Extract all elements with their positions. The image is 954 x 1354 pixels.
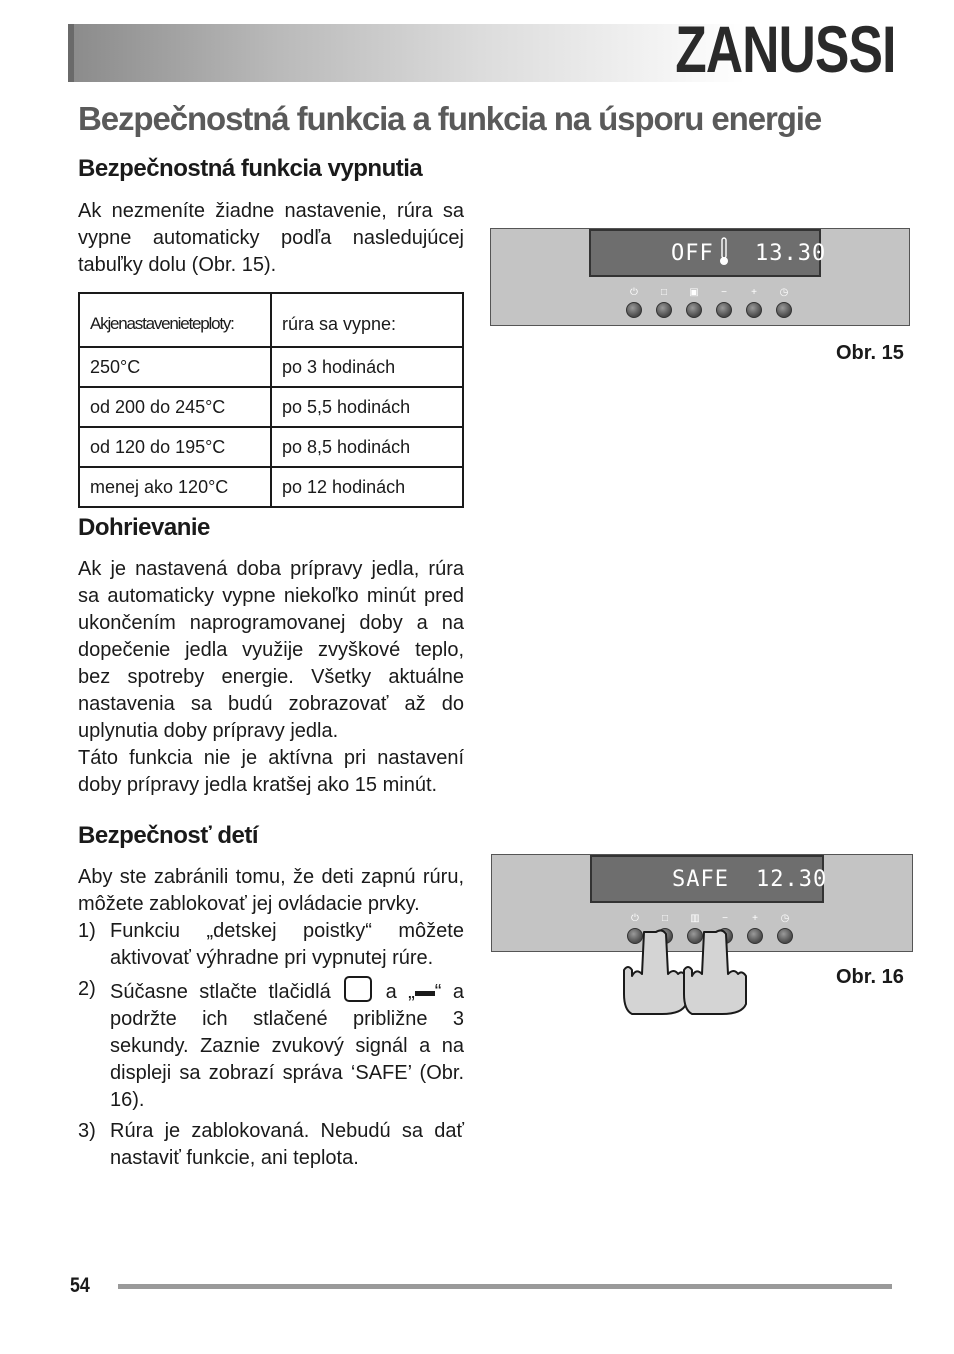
power-icon: ⏻ — [631, 913, 639, 924]
function-icon: ▣ — [689, 287, 699, 298]
table-cell: od 200 do 245°C — [79, 387, 271, 427]
table-cell: po 12 hodinách — [271, 467, 463, 507]
square-button-icon — [344, 976, 372, 1002]
list-text: a „ — [385, 981, 415, 1003]
function-icon: ▥ — [690, 913, 700, 924]
table-cell: po 3 hodinách — [271, 347, 463, 387]
plus-icon: + — [751, 287, 757, 298]
clock-icon: ◷ — [779, 287, 789, 298]
function-button[interactable] — [679, 287, 709, 318]
thermometer-icon — [719, 237, 729, 267]
list-item — [78, 1118, 464, 1172]
square-icon: □ — [661, 913, 669, 924]
power-icon: ⏻ — [630, 287, 638, 298]
clock-button[interactable] — [769, 287, 799, 318]
oven-panel-figure-15 — [490, 228, 910, 326]
square-icon: □ — [660, 287, 668, 298]
figure-caption-16: Obr. 16 — [836, 966, 904, 988]
child-safety-intro: Aby ste zabránili tomu, že deti zapnú rúru, môžete zablokovať jej ovládacie prvky. — [78, 866, 464, 915]
minus-icon: − — [722, 913, 728, 924]
selector-button[interactable] — [649, 287, 679, 318]
list-item — [78, 918, 464, 972]
figure-caption-15: Obr. 15 — [836, 342, 904, 364]
oven-display — [590, 855, 828, 903]
preheat-paragraph-1: Ak je nastavená doba prípravy jedla, rúra sa automaticky vypne niekoľko minút pred ukončením naprogramovanej doby a na dopečenie jedla využije zvyškové teplo, bez spotreby energie. Všetky aktuálne nastavenia sa budú zobrazovať až do uplynutia doby prípravy jedla. — [78, 558, 464, 742]
table-row — [79, 347, 463, 387]
minus-button[interactable] — [709, 287, 739, 318]
oven-display — [589, 229, 827, 277]
list-number: 2) — [78, 978, 96, 1000]
list-item — [78, 976, 464, 1114]
list-text: Rúra je zablokovaná. Nebudú sa dať nastaviť funkcie, ani teplota. — [110, 1120, 464, 1169]
section-title-child-safety: Bezpečnosť detí — [78, 822, 259, 849]
table-row — [79, 427, 463, 467]
section-title-safety-shutoff: Bezpečnostná funkcia vypnutia — [78, 155, 423, 182]
plus-icon: + — [752, 913, 758, 924]
clock-button[interactable] — [770, 913, 800, 944]
table-header-cell: Akjenastavenieteploty: — [79, 293, 271, 347]
table-cell: 250°C — [79, 347, 271, 387]
minus-icon: − — [721, 287, 727, 298]
list-number: 3) — [78, 1120, 96, 1142]
list-text: Súčasne stlačte tlačidlá — [110, 981, 331, 1003]
list-number: 1) — [78, 920, 96, 942]
button-row — [619, 287, 799, 317]
section-title-preheat: Dohrievanie — [78, 514, 210, 541]
shutoff-table — [78, 292, 464, 508]
display-time: 13.30 — [755, 241, 827, 266]
footer-rule — [118, 1284, 892, 1289]
preheat-paragraph-2: Táto funkcia nie je aktívna pri nastavení doby prípravy jedla kratšej ako 15 minút. — [78, 747, 464, 796]
list-text: “ a podržte ich stlačené približne 3 sekundy. Zaznie zvukový signál a na displeji sa zobrazí správa ‘SAFE’ (Obr. 16). — [110, 981, 464, 1111]
minus-icon — [415, 991, 435, 996]
table-cell: po 5,5 hodinách — [271, 387, 463, 427]
power-button[interactable] — [619, 287, 649, 318]
table-cell: od 120 do 195°C — [79, 427, 271, 467]
display-time: 12.30 — [756, 867, 828, 892]
child-safety-text — [78, 864, 464, 1176]
list-text: Funkciu „detskej poistky“ môžete aktivovať výhradne pri vypnutej rúre. — [110, 920, 464, 969]
display-text-safe: SAFE — [672, 867, 729, 892]
plus-button[interactable] — [739, 287, 769, 318]
display-text-off: OFF — [671, 241, 714, 266]
pressing-hands-icon — [612, 928, 772, 1016]
table-cell: menej ako 120°C — [79, 467, 271, 507]
brand-logo: ZANUSSI — [675, 12, 896, 86]
page-title: Bezpečnostná funkcia a funkcia na úsporu energie — [78, 100, 822, 137]
table-cell: po 8,5 hodinách — [271, 427, 463, 467]
preheat-text — [78, 556, 464, 799]
table-header-cell: rúra sa vypne: — [271, 293, 463, 347]
table-header-row — [79, 293, 463, 347]
page-number: 54 — [70, 1274, 90, 1297]
table-row — [79, 387, 463, 427]
clock-icon: ◷ — [780, 913, 790, 924]
safety-shutoff-text: Ak nezmeníte žiadne nastavenie, rúra sa vypne automaticky podľa nasledujúcej tabuľky dolu (Obr. 15). — [78, 200, 464, 276]
table-row — [79, 467, 463, 507]
